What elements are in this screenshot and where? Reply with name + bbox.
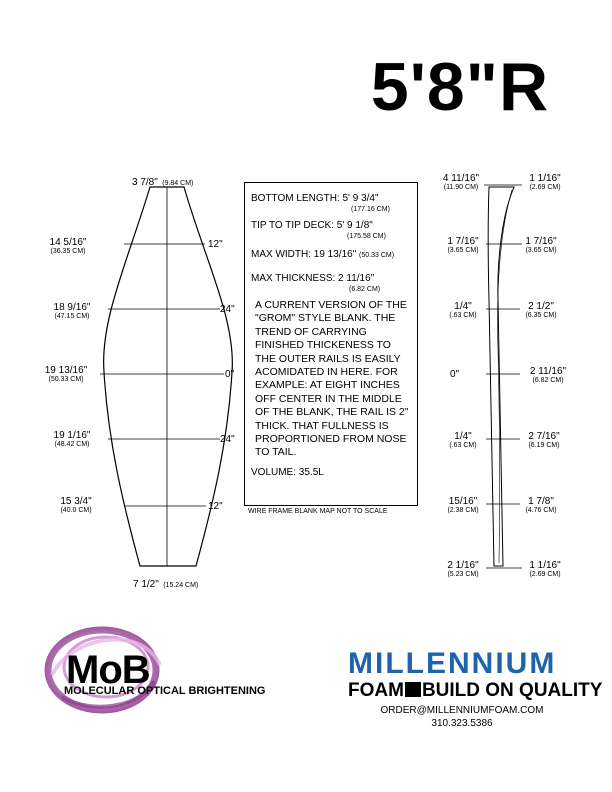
rocker-5: 1/4" (.63 CM) xyxy=(449,431,477,449)
bottom-length: BOTTOM LENGTH: 5' 9 3/4" xyxy=(251,193,379,204)
rocker-3: 1/4" (.63 CM) xyxy=(449,301,477,319)
rocker-2: 1 7/16" (3.65 CM) xyxy=(447,236,479,254)
station-4-pos: 24" xyxy=(220,434,235,445)
station-2-width: 18 9/16" (47.15 CM) xyxy=(53,302,91,320)
contact-info xyxy=(372,704,552,730)
station-5-pos: 12" xyxy=(208,501,223,512)
mob-logo-text: MoB xyxy=(66,648,150,692)
page-title: 5'8"R xyxy=(370,49,550,125)
thickness-4: 2 11/16" (6.82 CM) xyxy=(529,366,567,384)
thickness-3: 2 1/2" (6.35 CM) xyxy=(525,301,557,319)
contact-email: ORDER@MILLENNIUMFOAM.COM xyxy=(380,705,544,716)
station-1-width: 14 5/16" (36.35 CM) xyxy=(49,237,87,255)
specs-box xyxy=(244,182,418,506)
millennium-logo: MILLENNIUM xyxy=(348,647,557,680)
tip-to-tip: TIP TO TIP DECK: 5' 9 1/8" xyxy=(251,220,373,231)
tip-to-tip-cm: (175.58 CM) xyxy=(347,233,386,240)
max-thickness-cm: (6.82 CM) xyxy=(349,286,381,293)
contact-phone: 310.323.5386 xyxy=(431,718,493,729)
wave-icon xyxy=(405,682,421,697)
rocker-7: 2 1/16" (5.23 CM) xyxy=(447,560,479,578)
tail-width-label: 7 1/2" (15.24 CM) xyxy=(133,579,199,590)
thickness-2: 1 7/16" (3.65 CM) xyxy=(525,236,557,254)
scale-note: WIRE FRAME BLANK MAP NOT TO SCALE xyxy=(248,508,388,515)
station-3-pos: 0" xyxy=(225,369,235,380)
thickness-7: 1 1/16" (2.69 CM) xyxy=(529,560,561,578)
nose-width-label: 3 7/8" (9.84 CM) xyxy=(132,177,194,188)
station-2-pos: 24" xyxy=(220,304,235,315)
millennium-slogan: FOAM BUILD ON QUALITY xyxy=(348,680,603,701)
thickness-1: 1 1/16" (2.69 CM) xyxy=(529,173,561,191)
max-width: MAX WIDTH: 19 13/16" (50.33 CM) xyxy=(251,249,395,260)
max-thickness: MAX THICKNESS: 2 11/16" xyxy=(251,273,375,284)
station-4-width: 19 1/16" (48.42 CM) xyxy=(53,430,91,448)
bottom-length-cm: (177.16 CM) xyxy=(351,206,390,213)
station-1-pos: 12" xyxy=(208,239,223,250)
station-5-width: 15 3/4" (40.0 CM) xyxy=(60,496,92,514)
blank-description: A CURRENT VERSION OF THE "GROM" STYLE BLANK. THE TREND OF CARRYING FINISHED THICKENESS TO THE OUTER RAILS IS EASILY ACOMIDATED IN HERE. FOR EXAMPLE: AT EIGHT INCHES OFF CENTER IN THE MIDDLE OF THE BLANK, THE RAIL IS 2" THICK. THAT FULLNESS IS PROPORTIONED FROM NOSE TO TAIL. xyxy=(255,299,409,459)
thickness-6: 1 7/8" (4.76 CM) xyxy=(525,496,557,514)
rocker-1: 4 11/16" (11.90 CM) xyxy=(442,173,480,191)
rocker-6: 15/16" (2.38 CM) xyxy=(447,496,479,514)
mob-tagline: MOLECULAR OPTICAL BRIGHTENING xyxy=(64,685,266,697)
station-3-width: 19 13/16" (50.33 CM) xyxy=(44,365,88,383)
rocker-4: 0" xyxy=(450,369,460,380)
volume: VOLUME: 35.5L xyxy=(251,467,324,478)
thickness-5: 2 7/16" (6.19 CM) xyxy=(528,431,560,449)
